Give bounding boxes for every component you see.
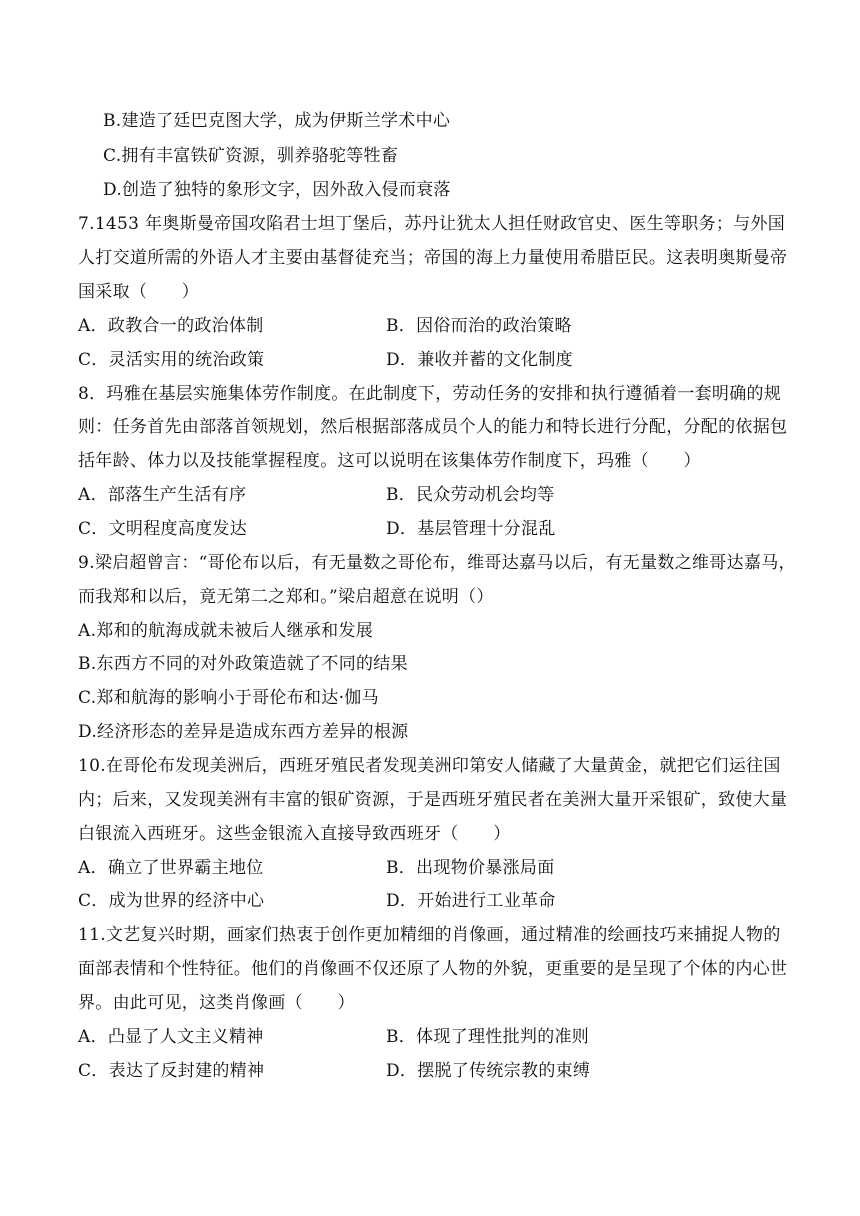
q10-stem-line-2: 内；后来，又发现美洲有丰富的银矿资源，于是西班牙殖民者在美洲大量开采银矿，致使大量 <box>78 790 788 810</box>
q8-option-b: B．民众劳动机会均等 <box>386 485 555 505</box>
q10-option-a: A．确立了世界霸主地位 <box>78 858 264 878</box>
q8-stem-line-3: 括年龄、体力以及技能掌握程度。这可以说明在该集体劳作制度下，玛雅（ ） <box>78 451 701 471</box>
q8-stem-line-2: 则：任务首先由部落首领规划，然后根据部落成员个人的能力和特长进行分配，分配的依据包 <box>78 417 788 437</box>
q9-option-a: A.郑和的航海成就未被后人继承和发展 <box>78 621 374 641</box>
q10-stem-line-3: 白银流入西班牙。这些金银流入直接导致西班牙（ ） <box>78 824 511 844</box>
q8-option-a: A．部落生产生活有序 <box>78 485 247 505</box>
q9-option-c: C.郑和航海的影响小于哥伦布和达·伽马 <box>78 688 379 708</box>
q7-option-b: B．因俗而治的政治策略 <box>386 316 572 336</box>
q7-option-c: C．灵活实用的统治政策 <box>78 350 265 370</box>
q10-option-b: B．出现物价暴涨局面 <box>386 858 555 878</box>
q11-option-b: B．体现了理性批判的准则 <box>386 1027 590 1047</box>
q6-option-d: D.创造了独特的象形文字，因外敌入侵而衰落 <box>103 180 451 200</box>
q6-option-b: B.建造了廷巴克图大学，成为伊斯兰学术中心 <box>103 111 451 131</box>
q7-stem-line-1: 7.1453 年奥斯曼帝国攻陷君士坦丁堡后，苏丹让犹太人担任财政官史、医生等职务；与外国 <box>78 214 786 234</box>
q11-option-a: A．凸显了人文主义精神 <box>78 1027 264 1047</box>
q7-option-d: D．兼收并蓄的文化制度 <box>386 350 573 370</box>
q11-stem-line-2: 面部表情和个性特征。他们的肖像画不仅还原了人物的外貌，更重要的是呈现了个体的内心世 <box>78 959 788 979</box>
q7-stem-line-3: 国采取（ ） <box>78 282 200 302</box>
q7-option-a: A．政教合一的政治体制 <box>78 316 264 336</box>
q11-option-c: C．表达了反封建的精神 <box>78 1061 265 1081</box>
q9-option-b: B.东西方不同的对外政策造就了不同的结果 <box>78 654 408 674</box>
q8-option-c: C．文明程度高度发达 <box>78 519 248 539</box>
q11-option-d: D．摆脱了传统宗教的束缚 <box>386 1061 591 1081</box>
q10-stem-line-1: 10.在哥伦布发现美洲后，西班牙殖民者发现美洲印第安人储藏了大量黄金，就把它们运往国 <box>78 756 781 776</box>
q10-option-d: D．开始进行工业革命 <box>386 891 556 911</box>
q11-stem-line-3: 界。由此可见，这类肖像画（ ） <box>78 993 355 1013</box>
q9-option-d: D.经济形态的差异是造成东西方差异的根源 <box>78 722 409 742</box>
q8-stem-line-1: 8．玛雅在基层实施集体劳作制度。在此制度下，劳动任务的安排和执行遵循着一套明确的规 <box>78 384 782 404</box>
q9-stem-line-1: 9.梁启超曾言：“哥伦布以后，有无量数之哥伦布，维哥达嘉马以后，有无量数之维哥达嘉马， <box>78 553 796 573</box>
q6-option-c: C.拥有丰富铁矿资源，驯养骆驼等牲畜 <box>103 146 399 166</box>
q7-stem-line-2: 人打交道所需的外语人才主要由基督徒充当；帝国的海上力量使用希腊臣民。这表明奥斯曼帝 <box>78 248 788 268</box>
q10-option-c: C．成为世界的经济中心 <box>78 891 265 911</box>
q8-option-d: D．基层管理十分混乱 <box>386 519 556 539</box>
q11-stem-line-1: 11.文艺复兴时期，画家们热衷于创作更加精细的肖像画，通过精准的绘画技巧来捕捉人物的 <box>78 925 781 945</box>
q9-stem-line-2: 而我郑和以后，竟无第二之郑和。”梁启超意在说明（） <box>78 587 494 607</box>
